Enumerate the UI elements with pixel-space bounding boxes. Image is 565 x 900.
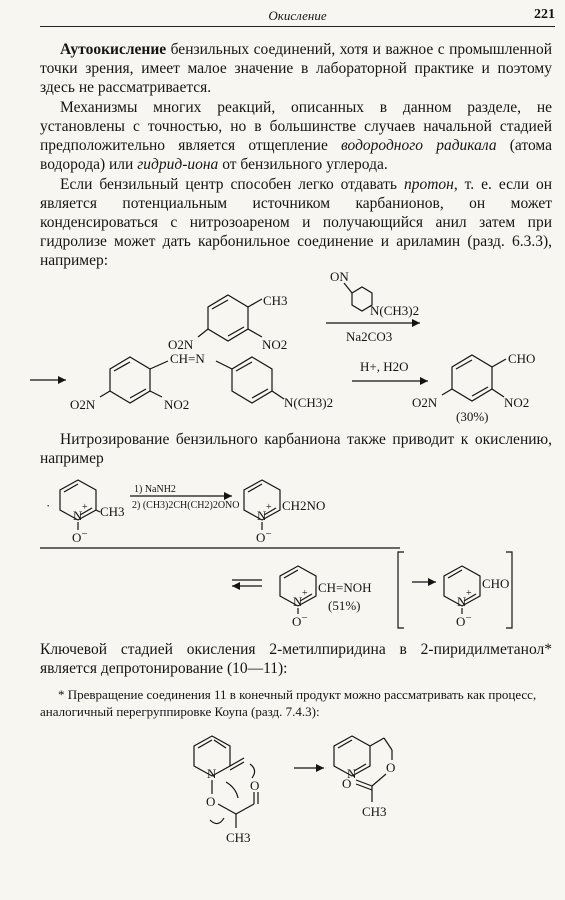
reagent-no-label: ON xyxy=(330,269,349,284)
yield-label: (30%) xyxy=(456,409,489,424)
nitrogen-label: N xyxy=(257,508,267,523)
paragraph-carbanion xyxy=(40,175,552,270)
nitrosomethylpyridine-oxide-structure xyxy=(244,480,325,545)
anil-structure xyxy=(70,351,333,412)
paragraph-text: (атома водорода) или xyxy=(40,137,552,173)
bracket-left xyxy=(398,552,404,628)
paragraph-key-step: Ключевой стадией окисления 2-метилпиридина в 2-пиридилметанол* является депротонирование (10—11): xyxy=(40,641,552,677)
running-title: Окисление xyxy=(268,8,327,23)
dimethylamino-label: N(CH3)2 xyxy=(284,395,334,410)
methyl-label: CH3 xyxy=(226,830,251,845)
term-hydrogen-radical: водородного радикала xyxy=(341,137,497,154)
dinitrotoluene-structure xyxy=(168,293,288,352)
oxygen-label: O xyxy=(292,614,302,629)
oxygen-label: O xyxy=(72,530,82,545)
condition-step-1: 1) NaNH2 xyxy=(134,484,176,495)
page-header xyxy=(40,6,555,27)
footnote: * Превращение соединения 11 в конечный продукт можно рассматривать как процесс, аналогичный перегруппировке Коупа (разд. 7.4.3): xyxy=(40,687,537,719)
aldehyde-label: CHO xyxy=(508,351,536,366)
term-autooxidation: Аутоокисление xyxy=(60,41,167,58)
scheme-picoline-nitrosation xyxy=(0,470,565,630)
oxygen-label: O xyxy=(256,530,266,545)
oxygen-label: O xyxy=(250,778,260,793)
acetoxy-dihydropyridine-structure xyxy=(194,736,259,845)
paragraph-text: Если бензильный центр способен легко отдавать xyxy=(60,176,404,193)
charge-plus: + xyxy=(82,502,88,513)
bullet-dot: · xyxy=(46,498,51,513)
nitro-label: O2N xyxy=(168,337,194,352)
oxygen-label: O xyxy=(342,776,352,791)
paragraph-mechanisms xyxy=(40,98,552,174)
dinitrobenzaldehyde-structure xyxy=(412,351,535,424)
charge-plus: + xyxy=(466,588,472,599)
scheme-anil-condensation xyxy=(0,265,565,425)
paragraph-autooxidation xyxy=(40,40,552,97)
oxygen-label: O xyxy=(386,760,396,775)
paragraph-text: Механизмы многих реакций, описанных в данном разделе, не установлены с точностью, но в большинстве случаев начальной стадией предположительно является отщепление xyxy=(40,99,552,154)
charge-plus: + xyxy=(302,588,308,599)
term-hydride-ion: гидрид-иона xyxy=(137,156,219,173)
hydrolysis-conditions: H+, H2O xyxy=(360,359,409,374)
oxime-structure xyxy=(280,566,372,629)
charge-plus: + xyxy=(266,502,272,513)
picoline-n-oxide-structure xyxy=(60,480,125,545)
curved-arrow xyxy=(210,818,224,824)
curved-arrow xyxy=(250,764,255,778)
page-number: 221 xyxy=(534,7,555,22)
nitrogen-label: N xyxy=(347,766,357,781)
aldehyde-label: CHO xyxy=(482,576,510,591)
oxygen-label: O xyxy=(456,614,466,629)
nitrogen-label: N xyxy=(457,594,467,609)
scheme-cope-rearrangement xyxy=(0,722,565,900)
paragraph-text: бензильных соединений, хотя и важное с промышленной точки зрения, имеет малое значение в лабораторной практике и поэтому здесь не рассматривается. xyxy=(40,41,552,96)
charge-minus: – xyxy=(82,528,87,539)
term-proton: протон xyxy=(403,176,454,193)
charge-minus: – xyxy=(302,612,307,623)
oxime-label: CH=NOH xyxy=(318,580,372,595)
paragraph-text: , т. е. если он является потенциальным источником карбанионов, он может конденсироваться с нитрозоареном и получающийся анил затем при гидролизе может дать карбонильное соединение и ариламин (разд. 6.3.3), например: xyxy=(40,176,552,269)
charge-minus: – xyxy=(266,528,271,539)
condition-step-2: 2) (CH3)2CH(CH2)2ONO xyxy=(132,500,240,511)
curved-arrow xyxy=(226,782,238,798)
methyl-label: CH3 xyxy=(100,504,125,519)
oxygen-label: O xyxy=(206,794,216,809)
yield-label: (51%) xyxy=(328,598,361,613)
paragraph-text: от бензильного углерода. xyxy=(218,156,388,173)
anil-linkage-label: CH=N xyxy=(170,351,205,366)
nitrosomethyl-label: CH2NO xyxy=(282,498,326,513)
paragraph-nitrosation: Нитрозирование бензильного карбаниона также приводит к окислению, например xyxy=(40,431,552,467)
pyridylmethyl-acetate-structure xyxy=(334,736,395,819)
methyl-label: CH3 xyxy=(362,804,387,819)
nitro-label: O2N xyxy=(412,395,438,410)
nitro-label: NO2 xyxy=(504,395,530,410)
nitrogen-label: N xyxy=(293,594,303,609)
nitro-label: NO2 xyxy=(262,337,288,352)
nitrogen-label: N xyxy=(73,508,83,523)
nitro-label: NO2 xyxy=(164,397,190,412)
charge-minus: – xyxy=(466,612,471,623)
pyridinecarbaldehyde-oxide-structure xyxy=(444,566,509,629)
nitroso-dimethylaniline-structure xyxy=(330,269,419,318)
nitrogen-label: N xyxy=(207,766,217,781)
reagent-nme2-label: N(CH3)2 xyxy=(370,303,420,318)
nitro-label: O2N xyxy=(70,397,96,412)
methyl-label: CH3 xyxy=(263,293,288,308)
reagent-base-label: Na2CO3 xyxy=(346,329,393,344)
